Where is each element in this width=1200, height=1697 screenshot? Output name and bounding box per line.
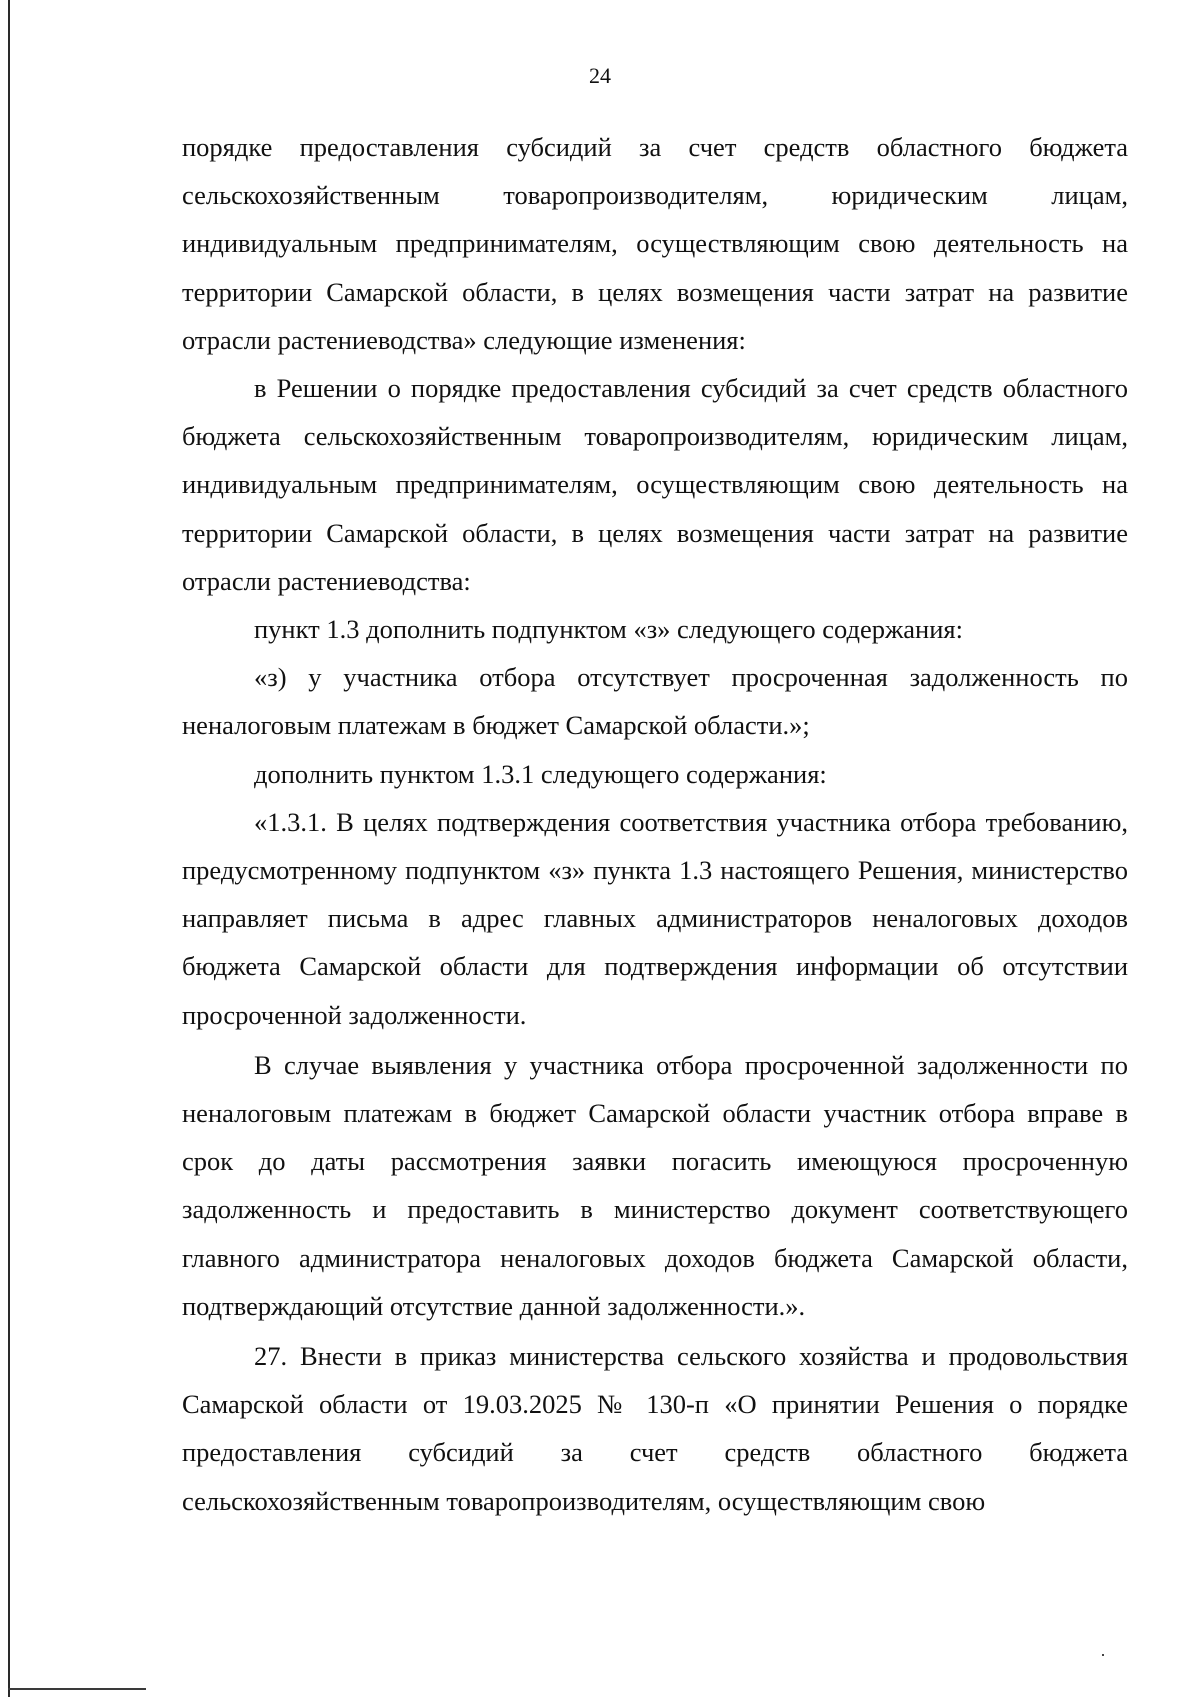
paragraph-clause-1-3-1: «1.3.1. В целях подтверждения соответствия участника отбора требованию, предусмотренному подпунктом «з» пункта 1.3 настоящего Решения, министерство направляет письма в адрес главных администраторов неналоговых доходов бюджета Самарской области для подтверждения информации об отсутствии просроченной задолженности.: [182, 806, 1128, 1030]
page-number: 24: [589, 63, 611, 88]
document-body: [182, 123, 1128, 1525]
paragraph-add-clause-1-3-1: дополнить пунктом 1.3.1 следующего содержания:: [254, 758, 827, 789]
page-bottom-edge-line: [8, 1688, 146, 1690]
paragraph-clause-1-3: пункт 1.3 дополнить подпунктом «з» следующего содержания:: [254, 614, 963, 645]
paragraph-item-27: 27. Внести в приказ министерства сельского хозяйства и продовольствия Самарской области от 19.03.2025 № 130-п «О принятии Решения о порядке предоставления субсидий за счет средств областного бюджета сельскохозяйственным товаропроизводителям, осуществляющим свою: [182, 1341, 1128, 1516]
page-left-edge-line: [8, 0, 10, 1697]
paragraph-subclause-z: «з) у участника отбора отсутствует просроченная задолженность по неналоговым платежам в бюджет Самарской области.»;: [182, 662, 1128, 741]
scan-speck: [1102, 1654, 1104, 1656]
paragraph-continuation: порядке предоставления субсидий за счет средств областного бюджета сельскохозяйственным товаропроизводителям, юридическим лицам, индивидуальным предпринимателям, осуществляющим свою деятельность на территории Самарской области, в целях возмещения части затрат на развитие отрасли растениеводства» следующие изменения:: [182, 132, 1128, 355]
paragraph-overdue-debt: В случае выявления у участника отбора просроченной задолженности по неналоговым платежам в бюджет Самарской области участник отбора вправе в срок до даты рассмотрения заявки погасить имеющуюся просроченную задолженность и предоставить в министерство документ соответствующего главного администратора неналоговых доходов бюджета Самарской области, подтверждающий отсутствие данной задолженности.».: [182, 1049, 1128, 1321]
paragraph-decision-amendment: в Решении о порядке предоставления субсидий за счет средств областного бюджета сельскохозяйственным товаропроизводителям, юридическим лицам, индивидуальным предпринимателям, осуществляющим свою деятельность на территории Самарской области, в целях возмещения части затрат на развитие отрасли растениеводства:: [182, 373, 1128, 596]
